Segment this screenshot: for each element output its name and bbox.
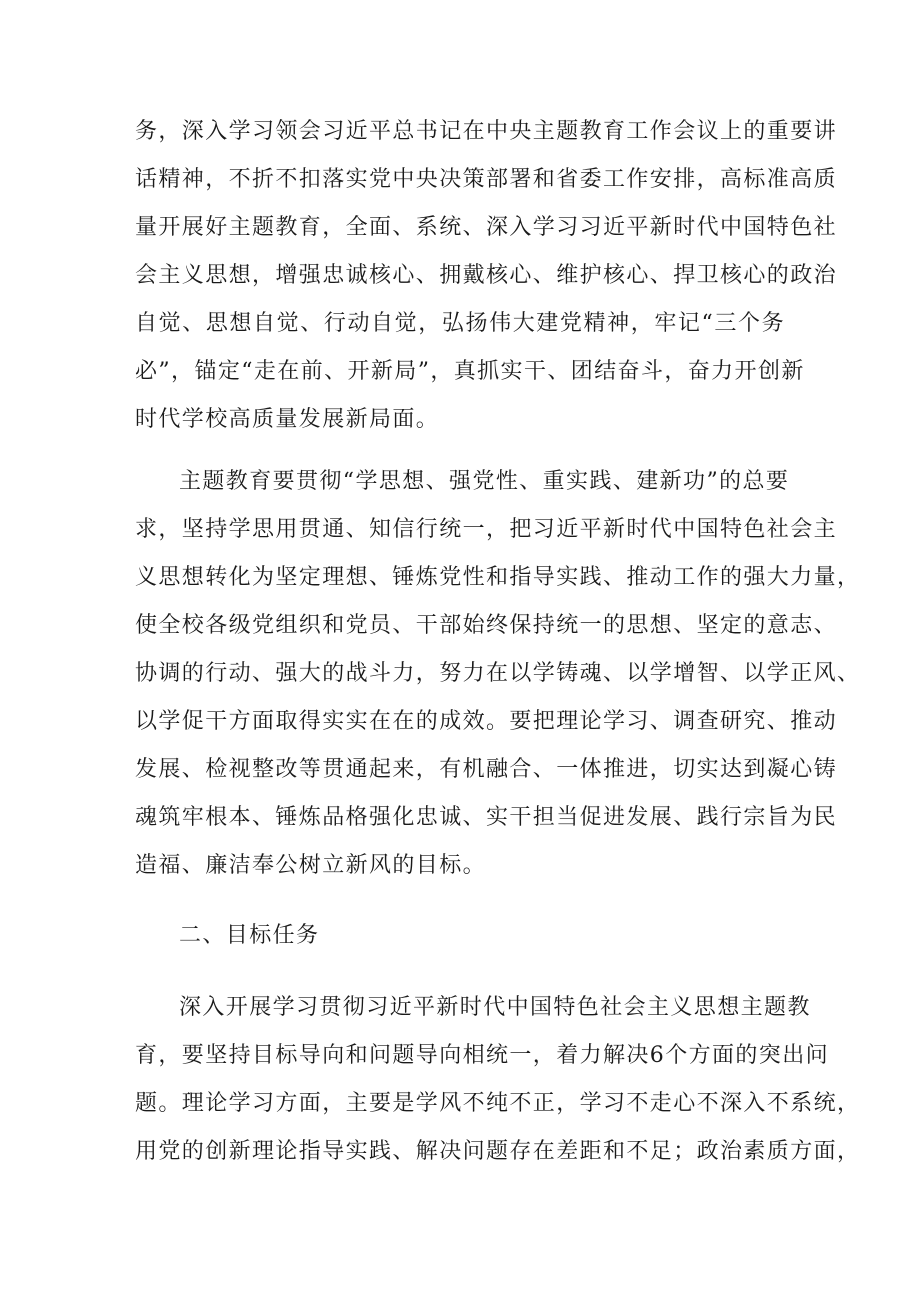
paragraph-goals [135, 984, 861, 1176]
section-heading [135, 912, 785, 960]
text-line: 自觉、思想自觉、行动自觉，弘扬伟大建党精神，牢记“三个务 [135, 311, 785, 336]
text-line: 求，坚持学思用贯通、知信行统一，把习近平新时代中国特色社会主 [135, 517, 838, 542]
text-line: 务，深入学习领会习近平总书记在中央主题教育工作会议上的重要讲 [135, 119, 838, 144]
text-line: 用党的创新理论指导实践、解决问题存在差距和不足；政治素质方面， [135, 1139, 861, 1164]
text-line: 会主义思想，增强忠诚核心、拥戴核心、维护核心、捍卫核心的政治 [135, 263, 838, 288]
text-line: 深入开展学习贯彻习近平新时代中国特色社会主义思想主题教 [179, 995, 811, 1020]
text-line: 育，要坚持目标导向和问题导向相统一，着力解决6个方面的突出问 [135, 1043, 829, 1068]
text-line: 义思想转化为坚定理想、锤炼党性和指导实践、推动工作的强大力量， [135, 565, 861, 590]
paragraph-general-requirements [135, 458, 861, 890]
text-line: 量开展好主题教育，全面、系统、深入学习习近平新时代中国特色社 [135, 215, 838, 240]
paragraph-intro-continuation [135, 108, 838, 444]
text-line: 题。理论学习方面，主要是学风不纯不正，学习不走心不深入不系统， [135, 1091, 861, 1116]
text-line: 魂筑牢根本、锤炼品格强化忠诚、实干担当促进发展、践行宗旨为民 [135, 805, 838, 830]
text-line: 发展、检视整改等贯通起来，有机融合、一体推进，切实达到凝心铸 [135, 757, 838, 782]
text-line: 时代学校高质量发展新局面。 [135, 407, 440, 432]
text-line: 造福、廉洁奉公树立新风的目标。 [135, 853, 487, 878]
text-line: 以学促干方面取得实实在在的成效。要把理论学习、调查研究、推动 [135, 709, 838, 734]
text-line: 必”，锚定“走在前、开新局”，真抓实干、团结奋斗，奋力开创新 [135, 359, 805, 384]
text-line: 主题教育要贯彻“学思想、强党性、重实践、建新功”的总要 [179, 469, 790, 494]
text-line: 话精神，不折不扣落实党中央决策部署和省委工作安排，高标准高质 [135, 167, 838, 192]
text-line: 使全校各级党组织和党员、干部始终保持统一的思想、坚定的意志、 [135, 613, 838, 638]
section-heading-text: 二、目标任务 [179, 923, 320, 948]
text-line: 协调的行动、强大的战斗力，努力在以学铸魂、以学增智、以学正风、 [135, 661, 861, 686]
